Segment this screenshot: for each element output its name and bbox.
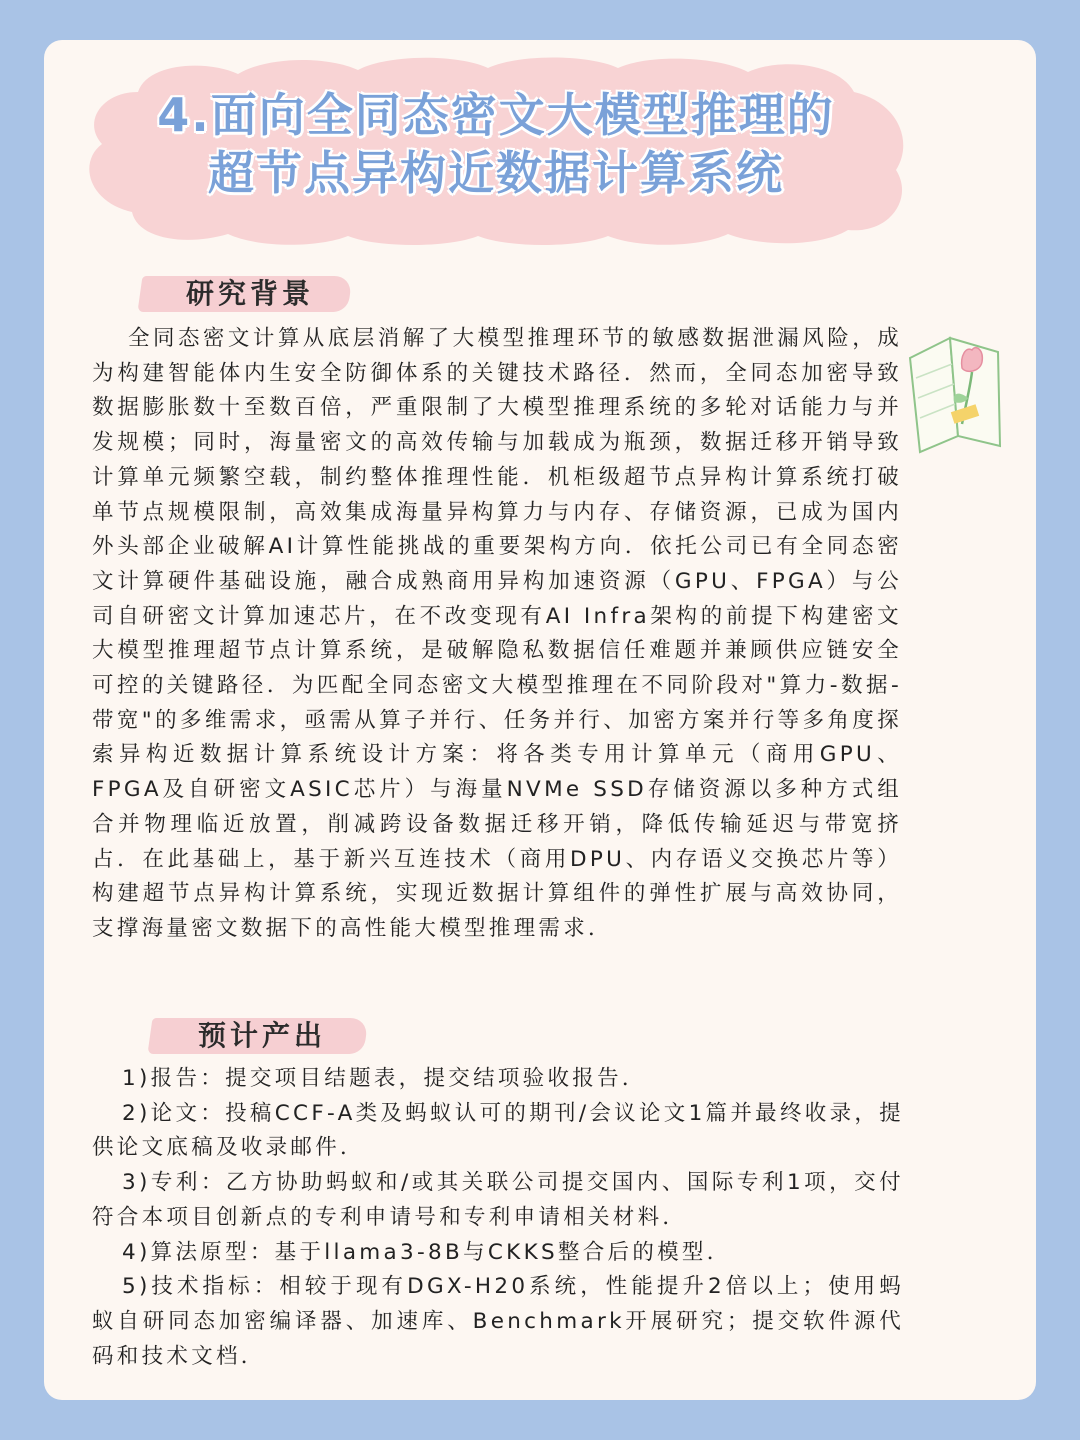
title-banner <box>78 52 914 248</box>
outputs-heading-label: 预计产出 <box>198 1019 327 1052</box>
output-item-metrics: 5)技术指标：相较于现有DGX-H20系统，性能提升2倍以上；使用蚂蚁自研同态加密编译器、加速库、Benchmark开展研究；提交软件源代码和技术文档． <box>92 1274 904 1369</box>
output-item-report: 1)报告：提交项目结题表，提交结项验收报告． <box>122 1066 647 1091</box>
output-item-algorithm: 4)算法原型：基于llama3-8B与CKKS整合后的模型． <box>122 1239 732 1265</box>
background-heading-label: 研究背景 <box>186 277 315 310</box>
page-title <box>78 86 914 202</box>
background-heading <box>140 272 360 314</box>
output-item-paper: 2)论文：投稿CCF-A类及蚂蚁认可的期刊/会议论文1篇并最终收录，提供论文底稿及收录邮件． <box>92 1100 904 1161</box>
title-line-2: 超节点异构近数据计算系统 <box>208 146 784 200</box>
outputs-heading <box>150 1014 380 1056</box>
background-paragraph: 全同态密文计算从底层消解了大模型推理环节的敏感数据泄漏风险，成为构建智能体内生安全防御体系的关键技术路径．然而，全同态加密导致数据膨胀数十至数百倍，严重限制了大模型推理系统的多轮对话能力与并发规模；同时，海量密文的高效传输与加载成为瓶颈，数据迁移开销导致计算单元频繁空载，制约整体推理性能．机柜级超节点异构计算系统打破单节点规模限制，高效集成海量异构算力与内存、存储资源，已成为国内外头部企业破解AI计算性能挑战的重要架构方向．依托公司已有全同态密文计算硬件基础设施，融合成熟商用异构加速资源（GPU、FPGA）与公司自研密文计算加速芯片，在不改变现有AI Infra架构的前提下构建密文大模型推理超节点计算系统，是破解隐私数据信任难题并兼顾供应链安全可控的关键路径．为匹配全同态密文大模型推理在不同阶段对"算力-数据-带宽"的多维需求，亟需从算子并行、任务并行、加密方案并行等多角度探索异构近数据计算系统设计方案：将各类专用计算单元（商用GPU、FPGA及自研密文ASIC芯片）与海量NVMe SSD存储资源以多种方式组合并物理临近放置，削减跨设备数据迁移开销，降低传输延迟与带宽挤占．在此基础上，基于新兴互连技术（商用DPU、内存语义交换芯片等）构建超节点异构计算系统，实现近数据计算组件的弹性扩展与高效协同，支撑海量密文数据下的高性能大模型推理需求． <box>92 326 902 941</box>
output-item-patent: 3)专利：乙方协助蚂蚁和/或其关联公司提交国内、国际专利1项，交付符合本项目创新点的专利申请号和专利申请相关材料． <box>92 1170 904 1230</box>
background-text <box>92 322 902 947</box>
title-line-1: 4.面向全同态密文大模型推理的 <box>157 88 835 142</box>
open-book-with-tulip-icon <box>900 328 1010 458</box>
outputs-list <box>92 1062 904 1374</box>
